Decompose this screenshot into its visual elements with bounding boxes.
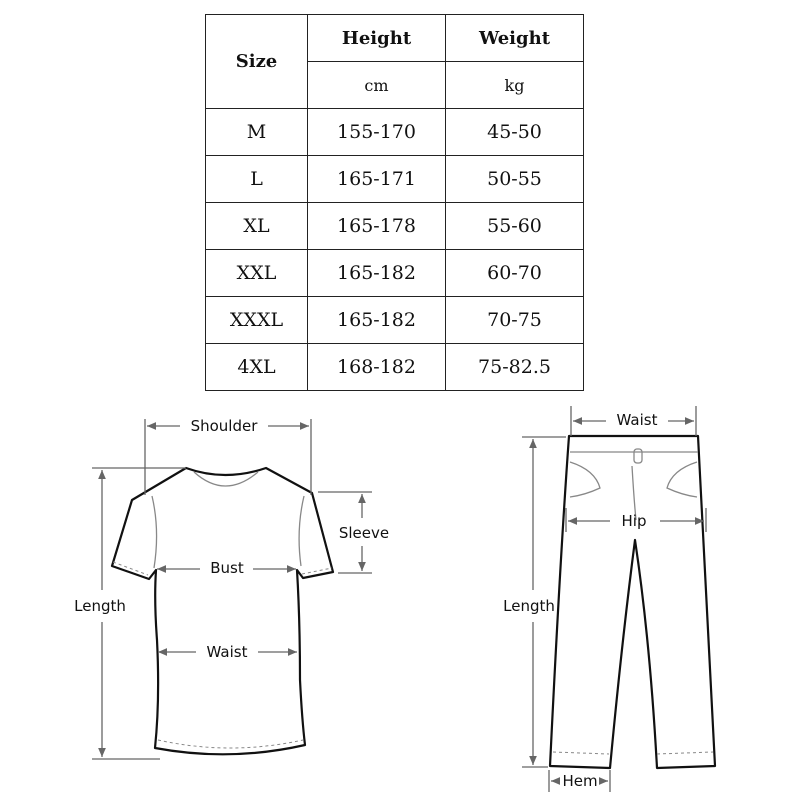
cell-size: 4XL — [206, 344, 308, 391]
cell-size: M — [206, 109, 308, 156]
shirt-waist-measure — [158, 643, 297, 661]
size-chart-table — [205, 14, 584, 391]
header-height: Height — [308, 15, 446, 62]
pants-waist-measure — [571, 406, 696, 436]
header-size: Size — [206, 15, 308, 109]
pants-waist-label: Waist — [616, 411, 658, 429]
hip-measure — [566, 508, 706, 532]
tshirt-figure — [112, 468, 333, 754]
shirt-length-label: Length — [74, 597, 126, 615]
pants-pocket-left — [570, 462, 600, 497]
cell-size: XXL — [206, 250, 308, 297]
cell-weight: 70-75 — [446, 297, 584, 344]
table-row — [206, 344, 584, 391]
cell-height: 165-182 — [308, 250, 446, 297]
bust-label: Bust — [210, 559, 244, 577]
hem-label: Hem — [562, 772, 598, 790]
cell-weight: 75-82.5 — [446, 344, 584, 391]
shoulder-label: Shoulder — [190, 417, 258, 435]
tshirt-outline — [112, 468, 333, 754]
shirt-waist-label: Waist — [206, 643, 248, 661]
sleeve-measure — [318, 492, 389, 573]
pants-button — [634, 449, 642, 463]
tshirt-armhole-right — [299, 496, 304, 566]
tshirt-bottom-hem — [158, 740, 303, 748]
pants-length-label: Length — [503, 597, 555, 615]
tshirt-armhole-left — [152, 496, 157, 568]
pants-outline — [550, 436, 715, 768]
cell-weight: 50-55 — [446, 156, 584, 203]
cell-height: 165-182 — [308, 297, 446, 344]
table-header-row — [206, 15, 584, 62]
unit-weight: kg — [446, 62, 584, 109]
table-row — [206, 297, 584, 344]
cell-size: XXXL — [206, 297, 308, 344]
table-row — [206, 156, 584, 203]
cell-height: 168-182 — [308, 344, 446, 391]
bust-measure — [157, 559, 296, 577]
shirt-length-measure — [74, 468, 186, 759]
hip-label: Hip — [621, 512, 647, 530]
pants-length-measure — [503, 437, 566, 767]
pants-figure — [550, 436, 715, 768]
garment-measurement-diagram — [0, 395, 800, 800]
table-row — [206, 250, 584, 297]
cell-weight: 45-50 — [446, 109, 584, 156]
cell-height: 165-171 — [308, 156, 446, 203]
cell-weight: 60-70 — [446, 250, 584, 297]
header-weight: Weight — [446, 15, 584, 62]
table-row — [206, 203, 584, 250]
cell-size: XL — [206, 203, 308, 250]
pants-hem-right — [657, 752, 713, 754]
unit-height: cm — [308, 62, 446, 109]
table-row — [206, 109, 584, 156]
hem-measure — [549, 770, 610, 792]
cell-height: 165-178 — [308, 203, 446, 250]
pants-hem-left — [553, 752, 609, 754]
pants-pocket-right — [667, 462, 697, 497]
shoulder-measure — [145, 417, 311, 495]
cell-height: 155-170 — [308, 109, 446, 156]
sleeve-label: Sleeve — [338, 524, 390, 542]
cell-weight: 55-60 — [446, 203, 584, 250]
cell-size: L — [206, 156, 308, 203]
